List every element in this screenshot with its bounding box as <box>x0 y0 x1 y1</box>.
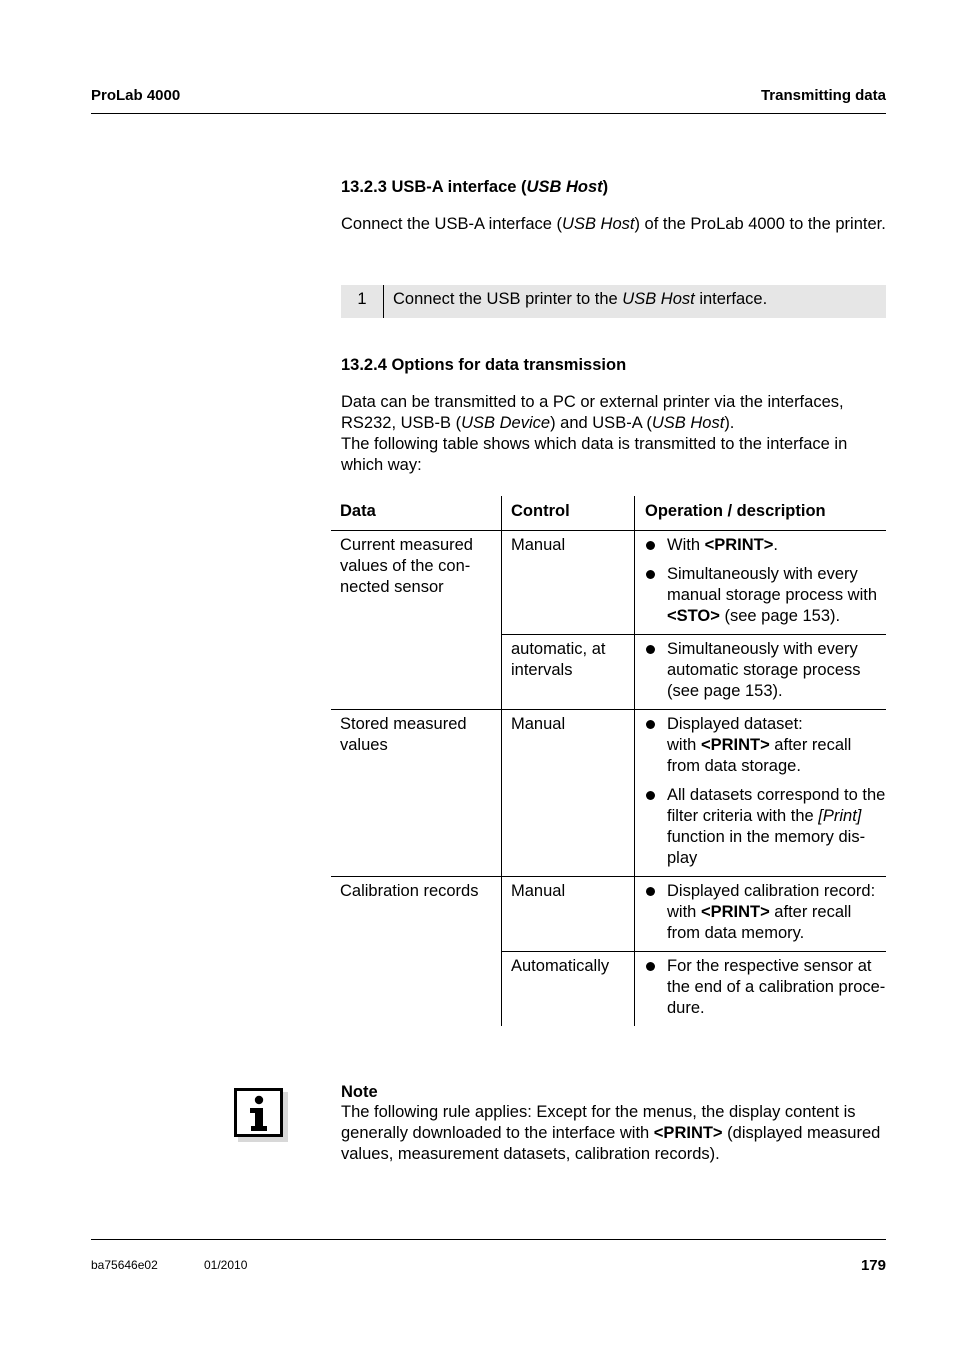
table-row <box>331 530 886 634</box>
cell-operation <box>635 876 887 951</box>
note-title: Note <box>341 1083 378 1101</box>
transmission-table <box>331 496 886 1026</box>
cell-control: Manual <box>502 709 635 876</box>
section-heading-options: 13.2.4 Options for data transmission <box>341 356 627 374</box>
note-text: The following rule applies: Except for the menus, the display content is generally downloaded to the interface with <PRINT> (displayed measured values, measurement datasets, calibration records). <box>341 1103 881 1163</box>
cell-operation <box>635 709 887 876</box>
cell-control: Manual <box>502 530 635 634</box>
cell-data: Current measured values of the con-nected sensor <box>340 535 473 596</box>
header-product: ProLab 4000 <box>91 87 181 104</box>
cell-control: Automatically <box>502 951 635 1026</box>
table-row <box>331 876 886 951</box>
step-row <box>341 285 886 318</box>
cell-operation <box>635 951 887 1026</box>
footer-rule <box>91 1239 886 1240</box>
cell-control: automatic, at intervals <box>502 634 635 709</box>
section-options-paragraph: Data can be transmitted to a PC or external printer via the interfaces, RS232, USB-B (USB Device) and USB-A (USB Host). The following table shows which data is transmitted to the interface in which way: <box>341 393 848 474</box>
info-icon <box>234 1088 288 1142</box>
cell-data: Calibration records <box>331 876 502 1026</box>
list-item: Displayed dataset: with <PRINT> after recall from data storage. <box>645 714 886 777</box>
list-item: For the respective sensor at the end of a calibration proce-dure. <box>645 956 886 1019</box>
column-header-control: Control <box>502 496 635 530</box>
list-item: With <PRINT>. <box>645 535 886 556</box>
step-text: Connect the USB printer to the USB Host interface. <box>393 290 768 308</box>
step-number: 1 <box>341 285 384 318</box>
list-item: Simultaneously with every automatic storage process (see page 153). <box>645 639 886 702</box>
header-rule <box>91 113 886 114</box>
header-chapter: Transmitting data <box>760 87 886 104</box>
column-header-operation: Operation / description <box>635 496 887 530</box>
column-header-data: Data <box>331 496 502 530</box>
footer-date: 01/2010 <box>204 1258 248 1272</box>
page-number: 179 <box>860 1257 886 1274</box>
cell-operation <box>635 634 887 709</box>
table-header-row <box>331 496 886 530</box>
cell-control: Manual <box>502 876 635 951</box>
table-row <box>331 709 886 876</box>
section-heading-usb-a: 13.2.3 USB-A interface (USB Host) <box>341 178 609 196</box>
list-item: Simultaneously with every manual storage process with <STO> (see page 153). <box>645 564 886 627</box>
cell-operation <box>635 530 887 634</box>
cell-data: Stored measured values <box>331 709 502 876</box>
list-item: Displayed calibration record: with <PRINT> after recall from data memory. <box>645 881 886 944</box>
footer-doc-id: ba75646e02 <box>91 1258 158 1272</box>
section-usb-a-paragraph: Connect the USB-A interface (USB Host) of the ProLab 4000 to the printer. <box>341 215 886 233</box>
list-item: All datasets correspond to the filter criteria with the [Print] function in the memory dis-play <box>645 785 886 869</box>
